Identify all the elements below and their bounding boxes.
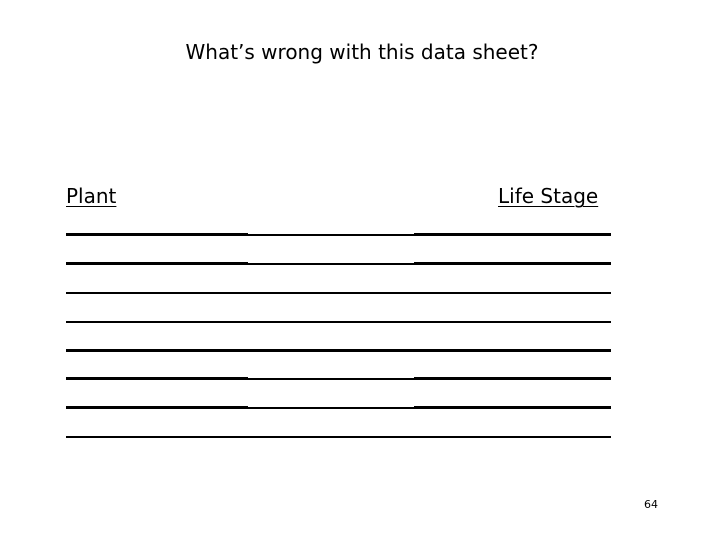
life-stage-column-header: Life Stage [498, 184, 599, 208]
blank-line [66, 436, 611, 438]
slide-title: What’s wrong with this data sheet? [185, 40, 539, 64]
blank-line [66, 349, 611, 352]
page-number: 64 [644, 498, 658, 511]
blank-line-segment [66, 262, 248, 265]
blank-line-segment [66, 233, 248, 236]
blank-line-segment [414, 406, 611, 409]
blank-line-segment [66, 406, 248, 409]
blank-line [66, 321, 611, 323]
blank-line-segment [66, 377, 248, 380]
blank-line-segment [414, 377, 611, 380]
blank-line-segment [414, 233, 611, 236]
blank-line [66, 292, 611, 294]
blank-line-segment [414, 262, 611, 265]
plant-column-header: Plant [66, 184, 117, 208]
